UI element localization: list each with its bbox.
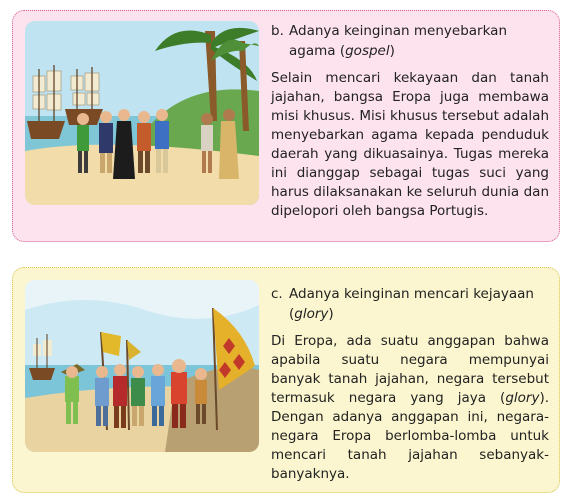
section-b-text <box>271 21 549 221</box>
section-c-body-part-1: Di Eropa, ada suatu anggapan bahwa apabila suatu negara mempunyai banyak tanah jajahan, negara tersebut termasuk negara yang jaya ( <box>271 333 549 406</box>
section-b-card <box>12 10 560 242</box>
explorers-flags-illustration <box>25 280 259 452</box>
section-c-heading-text: Adanya keinginan mencari kejayaan ( <box>289 286 534 322</box>
section-c-heading-emphasis: glory <box>294 306 329 322</box>
section-c-body <box>271 332 549 484</box>
section-b-heading-emphasis: gospel <box>345 43 390 59</box>
section-c-card <box>12 267 560 493</box>
missionaries-illustration <box>25 21 259 205</box>
section-b-letter: b. <box>271 23 284 39</box>
section-b-heading <box>271 21 549 61</box>
section-c-body-part-2: ). Dengan adanya anggapan ini, negara-negara Eropa berlomba-lomba untuk mencari tanah jajahan sebanyak-banyaknya. <box>271 390 549 482</box>
section-c-heading <box>271 284 549 324</box>
section-b-heading-text: Adanya keinginan menyebarkan agama ( <box>289 23 508 59</box>
section-c-body-emphasis: glory <box>505 390 540 406</box>
section-b-body: Selain mencari kekayaan dan tanah jajahan, bangsa Eropa juga membawa misi khusus. Misi khusus tersebut adalah menyebarkan agama kepada penduduk daerah yang dikuasainya. Tugas mereka ini dianggap sebagai tugas suci yang harus dilaksanakan ke seluruh dunia dan dipelopori oleh bangsa Portugis. <box>271 70 549 219</box>
section-c-heading-close: ) <box>328 306 334 322</box>
section-b-heading-close: ) <box>389 43 395 59</box>
section-c-letter: c. <box>271 286 283 302</box>
section-c-text <box>271 284 549 484</box>
